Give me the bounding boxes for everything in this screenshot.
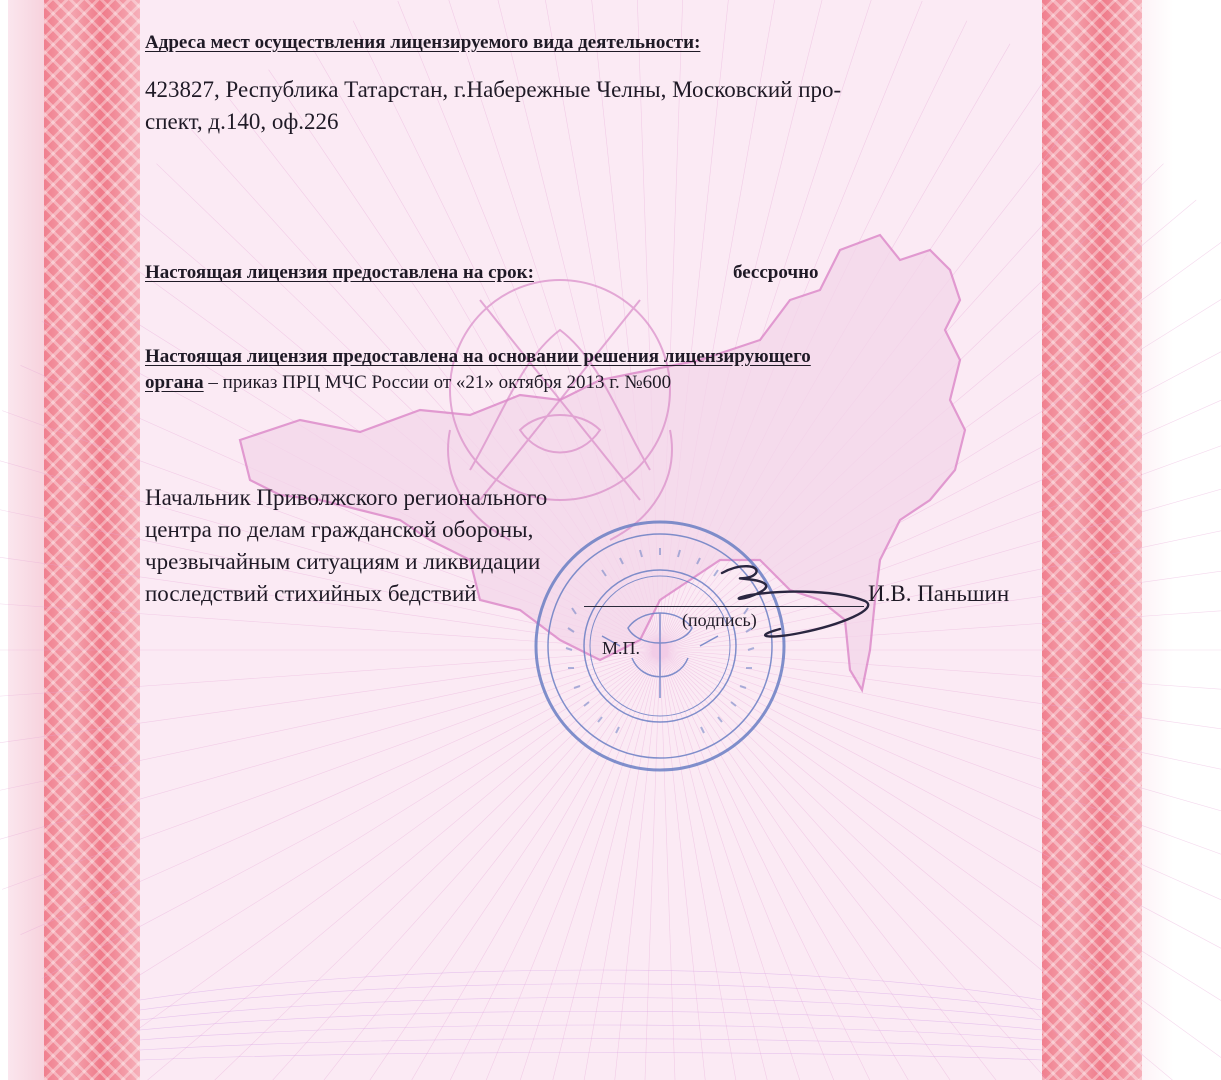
term-heading: Настоящая лицензия предоставлена на срок:	[145, 262, 534, 283]
term-value: бессрочно	[733, 262, 819, 283]
signatory-name: И.В. Паньшин	[868, 581, 1010, 606]
stamp-caption: М.П.	[602, 638, 641, 658]
signatory-title-line-1: Начальник Приволжского регионального	[145, 485, 548, 510]
address-heading: Адреса мест осуществления лицензируемого вида деятельности:	[145, 32, 701, 53]
address-line-1: 423827, Республика Татарстан, г.Набережные Челны, Московский про-	[145, 77, 842, 102]
basis-heading-line-1: Настоящая лицензия предоставлена на основании решения лицензирующего	[145, 346, 811, 367]
basis-order-text: – приказ ПРЦ МЧС России от «21» октября 2013 г. №600	[203, 372, 672, 393]
signatory-title-line-4: последствий стихийных бедствий	[145, 581, 477, 606]
address-line-2: спект, д.140, оф.226	[145, 109, 339, 134]
handwritten-signature	[690, 555, 890, 655]
signature-caption: (подпись)	[682, 610, 757, 630]
signatory-title-line-2: центра по делам гражданской обороны,	[145, 517, 534, 542]
signatory-title-line-3: чрезвычайным ситуациям и ликвидации	[145, 549, 541, 574]
basis-heading-line-2: органа	[145, 372, 204, 393]
basis-line-2	[145, 372, 671, 394]
